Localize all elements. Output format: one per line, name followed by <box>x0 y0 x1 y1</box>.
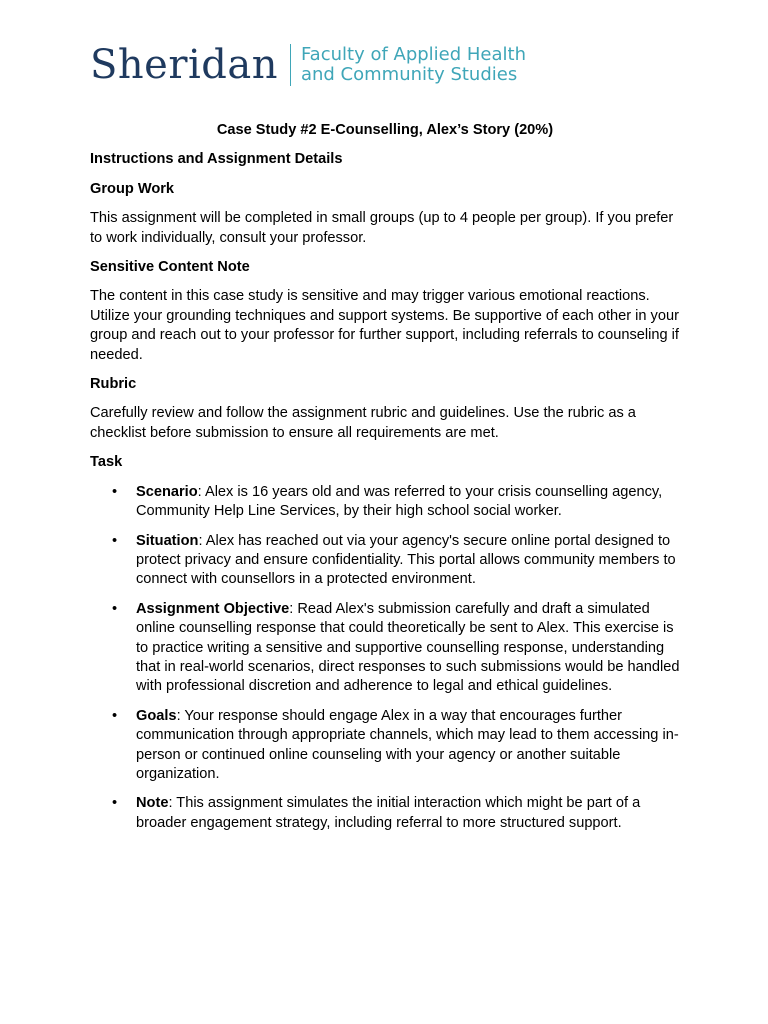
task-item-note <box>90 794 680 833</box>
task-item-text: : Alex is 16 years old and was referred to your crisis counselling agency, Community Help Line Services, by their high school social worker. <box>136 483 663 520</box>
task-item-situation <box>90 532 680 590</box>
logo-faculty-name <box>301 45 526 85</box>
task-item-text: : Alex has reached out via your agency's secure online portal designed to protect privacy and ensure confidentiality. This portal allows community members to connect with counsellors in a protected environment. <box>136 532 676 588</box>
task-item-label: Note <box>136 795 169 812</box>
task-item-text: : Read Alex's submission carefully and draft a simulated online counselling response that could theoretically be sent to Alex. This exercise is to practice writing a sensitive and supportive counselling response, understanding that in real-world scenarios, direct responses to such submissions would be handled with professional discretion and adherence to legal and ethical guidelines. <box>136 600 680 695</box>
logo-divider <box>290 44 291 86</box>
bullet-icon: • <box>112 532 118 549</box>
task-item-text: : This assignment simulates the initial interaction which might be part of a broader engagement strategy, including referral to more structured support. <box>136 795 641 831</box>
bullet-icon: • <box>112 707 118 724</box>
task-heading: Task <box>90 454 123 471</box>
logo-faculty-line2: and Community Studies <box>300 64 518 85</box>
document-title: Case Study #2 E-Counselling, Alex’s Story (20%) <box>216 122 554 138</box>
document-body <box>90 121 680 843</box>
sensitive-content-heading: Sensitive Content Note <box>90 259 250 276</box>
task-item-text: : Your response should engage Alex in a way that encourages further communication through appropriate channels, which may lead to them accessing in-person or continued online counseling with your agency or another suitable organization. <box>136 707 679 782</box>
logo-faculty-line1: Faculty of Applied Health <box>300 44 527 65</box>
task-item-label: Situation <box>136 532 199 549</box>
instructions-heading: Instructions and Assignment Details <box>90 151 343 168</box>
task-item-label: Scenario <box>136 483 198 500</box>
sensitive-content-body: The content in this case study is sensitive and may trigger various emotional reactions. Utilize your grounding techniques and support systems. Be supportive of each other in your group and reach out to your professor for further support, including referrals to counseling if needed. <box>90 288 679 363</box>
task-item-label: Assignment Objective <box>136 600 290 617</box>
rubric-body: Carefully review and follow the assignment rubric and guidelines. Use the rubric as a checklist before submission to ensure all requirements are met. <box>90 405 636 441</box>
bullet-icon: • <box>112 600 118 617</box>
task-item-label: Goals <box>136 707 177 724</box>
group-work-heading: Group Work <box>90 180 175 197</box>
task-item-assignment-objective <box>90 600 680 697</box>
task-item-scenario <box>90 483 680 522</box>
sheridan-logo <box>90 42 526 88</box>
bullet-icon: • <box>112 795 118 812</box>
bullet-icon: • <box>112 483 118 500</box>
group-work-body: This assignment will be completed in small groups (up to 4 people per group). If you prefer to work individually, consult your professor. <box>90 210 674 246</box>
task-list <box>90 483 680 834</box>
logo-wordmark: Sheridan <box>90 42 278 88</box>
rubric-heading: Rubric <box>90 376 137 393</box>
task-item-goals <box>90 707 680 785</box>
